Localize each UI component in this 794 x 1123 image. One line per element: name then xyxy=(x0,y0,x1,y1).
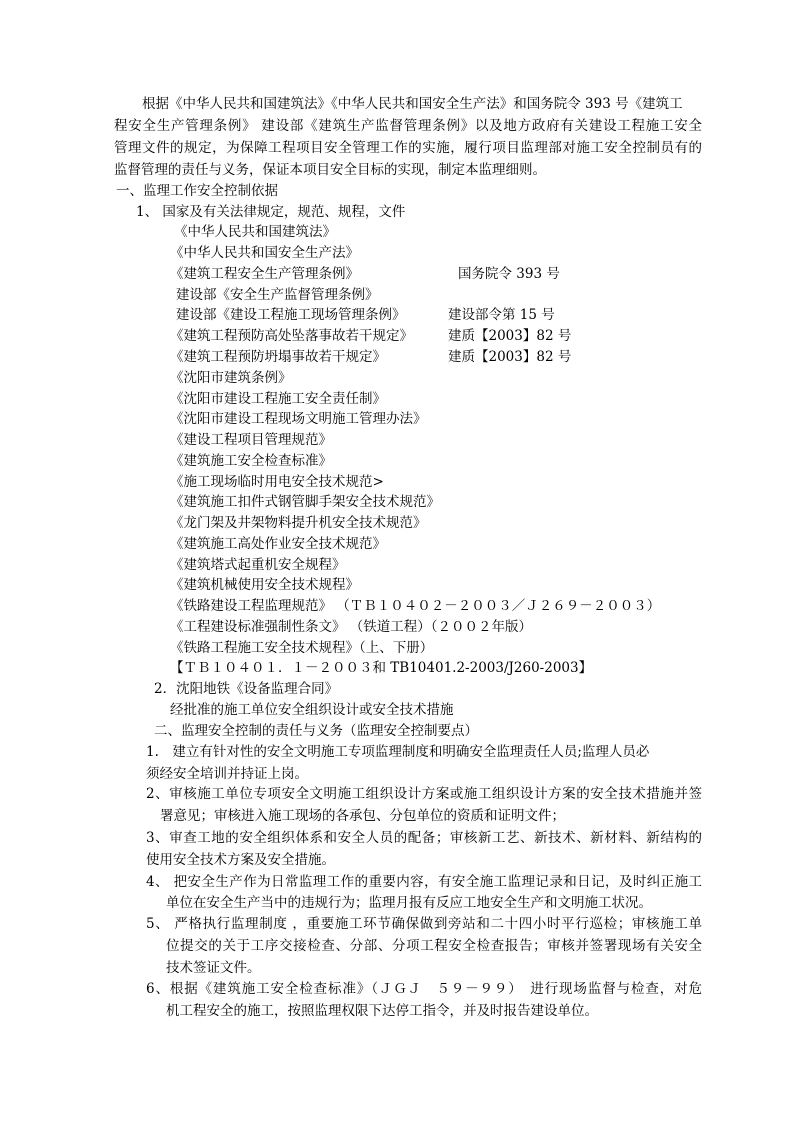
law-item xyxy=(170,264,560,284)
duty-line: 须经安全培训并持证上岗。 xyxy=(146,766,308,782)
law-title: 《工程建设标准强制性条文》 （铁道工程）（２００２年版） xyxy=(170,619,533,635)
law-reference: 国务院令 393 号 xyxy=(458,266,560,282)
duty-line: 署意见；审核进入施工现场的各承包、分包单位的资质和证明文件； xyxy=(160,808,565,824)
duty-line: 2、审核施工单位专项安全文明施工组织设计方案或施工组织设计方案的安全技术措施并签 xyxy=(146,786,702,802)
law-reference: 建质【2003】82 号 xyxy=(448,349,572,365)
law-item xyxy=(170,472,384,492)
law-title: 建设部《安全生产监督管理条例》 xyxy=(176,287,379,303)
law-title: 《铁路工程施工安全技术规程》（上、下册） xyxy=(170,640,434,656)
intro-line: 管理文件的规定，为保障工程项目安全管理工作的实施，履行项目监理部对施工安全控制员有的 xyxy=(114,140,702,156)
section-2-heading: 二、监理安全控制的责任与义务（监理安全控制要点） xyxy=(154,723,478,739)
law-title: 《建筑施工高处作业安全技术规范》 xyxy=(170,536,386,552)
section-1-heading: 一、监理工作安全控制依据 xyxy=(116,183,278,199)
law-title: 《建筑工程安全生产管理条例》 xyxy=(170,266,359,282)
duty-line: 机工程安全的施工，按照监理权限下达停工指令，并及时报告建设单位。 xyxy=(166,1003,598,1019)
law-item xyxy=(170,575,359,595)
law-reference: 建质【2003】82 号 xyxy=(448,328,572,344)
law-title: 《沈阳市建设工程施工安全责任制》 xyxy=(170,391,386,407)
law-title: 《沈阳市建设工程现场文明施工管理办法》 xyxy=(170,411,427,427)
law-title: 《中华人民共和国安全生产法》 xyxy=(170,245,359,261)
law-item xyxy=(170,389,386,409)
law-title: 《建筑施工安全检查标准》 xyxy=(170,453,332,469)
law-title: 《建筑施工扣件式钢管脚手架安全技术规范》 xyxy=(170,494,440,510)
law-item xyxy=(170,555,346,575)
law-title: 《施工现场临时用电安全技术规范> xyxy=(170,474,384,490)
duty-line: 使用安全技术方案及安全措施。 xyxy=(146,852,335,868)
law-title: 《建筑塔式起重机安全规程》 xyxy=(170,557,346,573)
law-title: 《建筑机械使用安全技术规程》 xyxy=(170,577,359,593)
duty-line: 单位在安全生产当中的违规行为；监理月报有反应工地安全生产和文明施工状况。 xyxy=(166,895,652,911)
law-item xyxy=(170,658,592,678)
law-title: 《沈阳市建筑条例》 xyxy=(170,370,292,386)
law-reference: 建设部令第 15 号 xyxy=(448,307,555,323)
law-title: 《建设工程项目管理规范》 xyxy=(170,432,332,448)
section-1-sub-2: 2．沈阳地铁《设备监理合同》 xyxy=(154,681,339,697)
law-item xyxy=(170,347,572,367)
law-title: 建设部《建设工程施工现场管理条例》 xyxy=(176,307,406,323)
law-item xyxy=(176,285,379,305)
duty-line: 3、审查工地的安全组织体系和安全人员的配备；审核新工艺、新技术、新材料、新结构的 xyxy=(146,830,702,846)
duty-line: 5、 严格执行监理制度 ，重要施工环节确保做到旁站和二十四小时平行巡检；审核施工单 xyxy=(146,916,702,932)
law-item xyxy=(170,243,359,263)
law-title: 《建筑工程预防高处坠落事故若干规定》 xyxy=(170,328,413,344)
law-item xyxy=(176,305,555,325)
intro-line: 根据《中华人民共和国建筑法》《中华人民共和国安全生产法》和国务院令 393 号《建筑工 xyxy=(142,96,683,112)
duty-line: 1. 建立有针对性的安全文明施工专项监理制度和明确安全监理责任人员;监理人员必 xyxy=(146,744,650,760)
law-title: 《中华人民共和国建筑法》 xyxy=(174,224,336,240)
law-item xyxy=(174,222,336,242)
law-item xyxy=(170,617,532,637)
duty-line: 位提交的关于工序交接检查、分部、分项工程安全检查报告；审核并签署现场有关安全 xyxy=(166,938,702,954)
law-item xyxy=(170,513,427,533)
law-title: 《龙门架及井架物料提升机安全技术规范》 xyxy=(170,515,427,531)
law-item xyxy=(170,368,292,388)
law-item xyxy=(170,596,660,616)
law-item xyxy=(170,638,433,658)
law-item xyxy=(170,492,440,512)
law-item xyxy=(170,430,332,450)
law-title: 《铁路建设工程监理规范》 （ＴＢ１０４０２－２００３／Ｊ２６９－２００３） xyxy=(170,598,661,614)
law-item xyxy=(170,409,427,429)
law-item xyxy=(170,534,386,554)
duty-line: 技术签证文件。 xyxy=(166,960,261,976)
law-title: 《建筑工程预防坍塌事故若干规定》 xyxy=(170,349,386,365)
intro-line: 程安全生产管理条例》 建设部《建筑生产监督管理条例》以及地方政府有关建设工程施工安全 xyxy=(114,118,702,134)
section-1-sub-1: 1、 国家及有关法律规定，规范、规程，文件 xyxy=(136,204,406,220)
law-item xyxy=(170,326,572,346)
law-title: 【ＴＢ１０４０１．１－２００３和 TB10401.2-2003/J260-2003】 xyxy=(170,660,593,676)
law-item xyxy=(170,451,332,471)
intro-line: 监督管理的责任与义务，保证本项目安全目标的实现，制定本监理细则。 xyxy=(114,162,546,178)
section-1-sub-3: 经批准的施工单位安全组织设计或安全技术措施 xyxy=(170,702,454,718)
duty-line: 4、 把安全生产作为日常监理工作的重要内容，有安全施工监理记录和日记，及时纠正施工 xyxy=(146,874,702,890)
duty-line: 6、根据《建筑施工安全检查标准》（ＪＧＪ ５９－９９） 进行现场监督与检查，对危 xyxy=(146,981,702,997)
